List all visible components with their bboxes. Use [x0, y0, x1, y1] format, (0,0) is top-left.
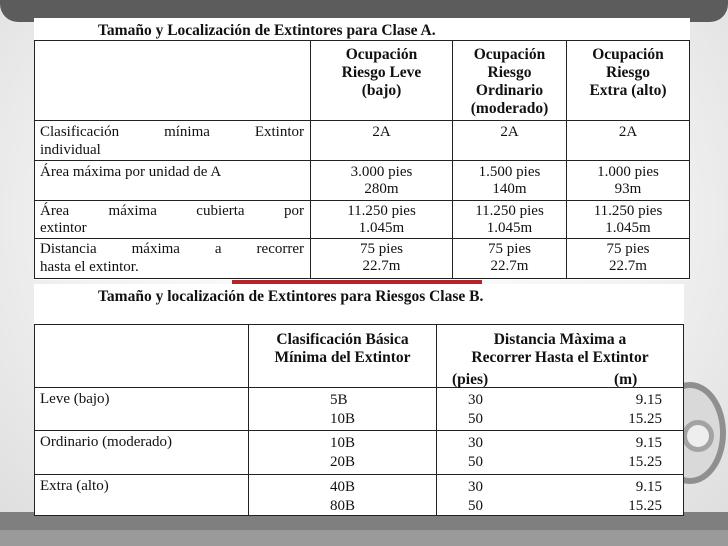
- cell-leve: 11.250 pies 1.045m: [347, 203, 416, 236]
- table-a-rule: [34, 278, 690, 279]
- table-clase-a: [34, 18, 690, 280]
- cell-pies: 30 50: [468, 435, 483, 470]
- row-label: Distancia máxima a recorrer: [40, 241, 304, 257]
- table-a-rule: [34, 238, 690, 239]
- header-riesgo-leve: Ocupación Riesgo Leve (bajo): [341, 46, 422, 99]
- row-label: Extra (alto): [40, 478, 109, 494]
- cell-extra: 75 pies 22.7m: [606, 241, 650, 274]
- table-a-title: Tamaño y Localización de Extintores para Clase A.: [98, 22, 436, 39]
- background-circle-inner: [682, 420, 714, 452]
- cell-metros: 9.15 15.25: [628, 479, 662, 514]
- cell-clasificacion: 40B 80B: [330, 479, 356, 514]
- table-b-rule: [34, 430, 684, 431]
- row-label: Leve (bajo): [40, 391, 110, 407]
- table-a-rule: [689, 40, 690, 279]
- row-label: Ordinario (moderado): [40, 434, 173, 450]
- table-a-rule: [34, 40, 35, 279]
- cell-pies: 30 50: [468, 479, 483, 514]
- header-clasificacion: Clasificación Básica Mínima del Extintor: [274, 331, 411, 366]
- table-a-rule: [34, 120, 690, 121]
- cell-ordinario: 11.250 pies 1.045m: [475, 203, 544, 236]
- table-a-rule: [34, 160, 690, 161]
- background-bottom-band-2: [0, 530, 728, 546]
- cell-clasificacion: 10B 20B: [330, 435, 356, 470]
- table-clase-b: [34, 284, 684, 516]
- row-label-cont: hasta el extintor.: [40, 259, 139, 275]
- cell-ordinario: 2A: [500, 124, 519, 140]
- table-b-rule: [34, 474, 684, 475]
- row-label-cont: extintor: [40, 220, 87, 236]
- row-label: Área máxima cubierta por: [40, 203, 304, 219]
- cell-clasificacion: 5B 10B: [330, 392, 356, 427]
- header-riesgo-extra: Ocupación Riesgo Extra (alto): [589, 46, 667, 99]
- cell-extra: 1.000 pies 93m: [597, 164, 659, 197]
- table-a-rule: [34, 40, 690, 41]
- table-a-rule: [34, 200, 690, 201]
- table-b-rule: [683, 324, 684, 516]
- row-label: Clasificación mínima Extintor: [40, 124, 304, 140]
- cell-leve: 3.000 pies 280m: [350, 164, 413, 197]
- header-unit-m: (m): [614, 371, 638, 388]
- row-label-cont: individual: [40, 142, 101, 158]
- cell-ordinario: 75 pies 22.7m: [488, 241, 531, 274]
- cell-extra: 2A: [618, 124, 638, 140]
- header-unit-pies: (pies): [452, 371, 489, 388]
- row-label: Área máxima por unidad de A: [40, 164, 222, 180]
- table-b-rule: [34, 324, 684, 325]
- cell-metros: 9.15 15.25: [628, 392, 662, 427]
- cell-pies: 30 50: [468, 392, 483, 427]
- cell-ordinario: 1.500 pies 140m: [478, 164, 541, 197]
- table-b-rule: [34, 387, 684, 388]
- cell-leve: 2A: [372, 124, 391, 140]
- table-b-title: Tamaño y localización de Extintores para Riesgos Clase B.: [98, 288, 484, 305]
- table-b-rule: [34, 324, 35, 516]
- cell-metros: 9.15 15.25: [628, 435, 662, 470]
- header-riesgo-ordinario: Ocupación Riesgo Ordinario (moderado): [470, 46, 549, 117]
- header-distancia: Distancia Màxima a Recorrer Hasta el Extintor: [471, 331, 649, 366]
- cell-extra: 11.250 pies 1.045m: [593, 203, 663, 236]
- cell-leve: 75 pies 22.7m: [360, 241, 403, 274]
